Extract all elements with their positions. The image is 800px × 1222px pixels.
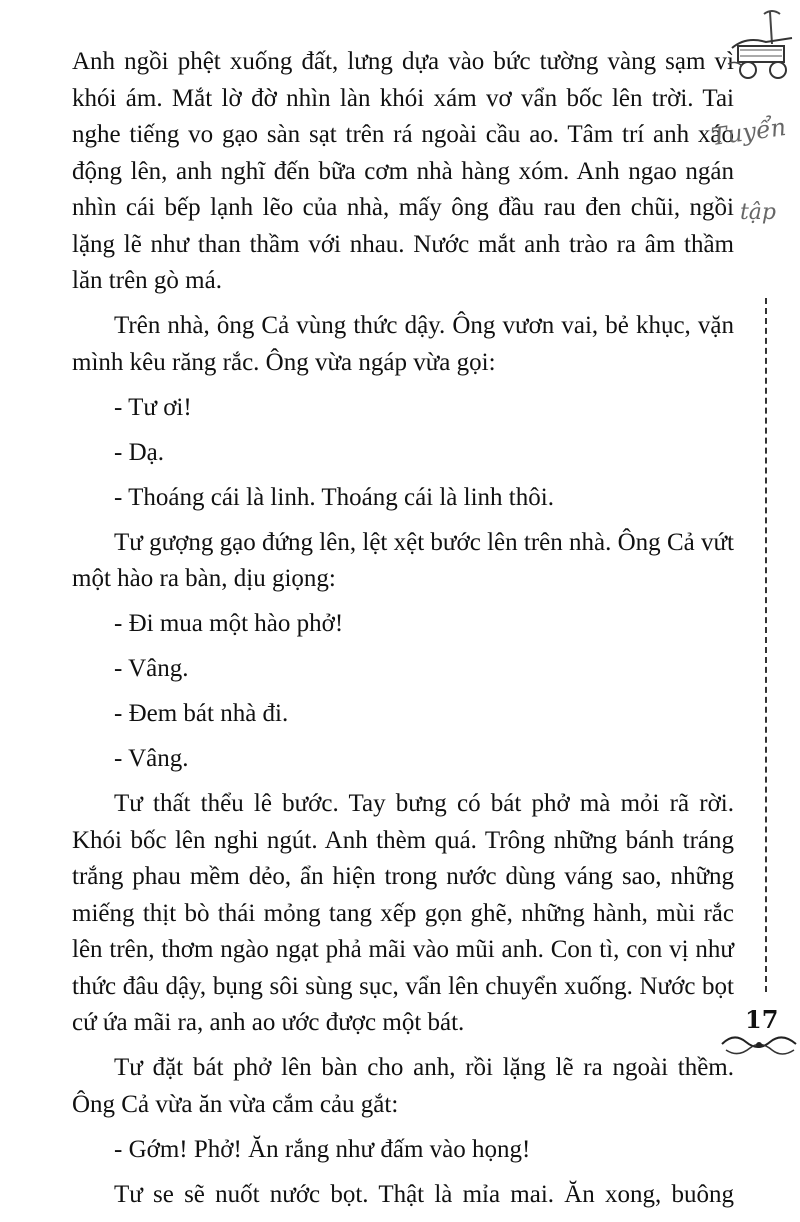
margin-script: tập bbox=[739, 200, 776, 225]
carriage-illustration-icon bbox=[726, 8, 796, 86]
dialogue-line: - Dạ. bbox=[114, 438, 164, 466]
dialogue-line: - Đem bát nhà đi. bbox=[114, 700, 289, 727]
margin-dashed-rule bbox=[765, 298, 767, 992]
dialogue-line: - Tư ơi! bbox=[114, 393, 192, 421]
dialogue-line: - Vâng. bbox=[114, 745, 189, 772]
paragraph: Anh ngồi phệt xuống đất, lưng dựa vào bức tường vàng sạm vì khói ám. Mắt lờ đờ nhìn làn khói xám vơ vẩn bốc lên trời. Tai nghe tiếng vo gạo sàn sạt trên rá ngoài cầu ao. Tâm trí anh xáo động lên, anh nghĩ đến bữa cơm nhà hàng xóm. Anh ngao ngán nhìn cái bếp lạnh lẽo của nhà, mấy ông đầu rau đen chũi, ngồi lặng lẽ như than thầm với nhau. Nước mắt anh trào ra âm thầm lăn trên gò má. bbox=[72, 48, 734, 294]
body-text bbox=[72, 44, 734, 1222]
paragraph: Tư đặt bát phở lên bàn cho anh, rồi lặng lẽ ra ngoài thềm. Ông Cả vừa ăn vừa cắm cảu gắt: bbox=[72, 1054, 734, 1118]
ornament-flourish-icon bbox=[720, 1030, 798, 1060]
paragraph: Tư thất thểu lê bước. Tay bưng có bát phở mà mỏi rã rời. Khói bốc lên nghi ngút. Anh thèm quá. Trông những bánh tráng trắng phau mềm dẻo, ẩn hiện trong nước dùng váng sao, những miếng thịt bò thái mỏng tang xếp gọn ghẽ, những hành, mùi rắc lên trên, thơm ngào ngạt phả mãi vào mũi anh. Con tì, con vị như thức đâu dậy, bụng sôi sùng sục, vẩn lên chuyển xuống. Nước bọt cứ ứa mãi ra, anh ao ước được một bát. bbox=[72, 790, 734, 1036]
dialogue-line: - Thoáng cái là linh. Thoáng cái là linh thôi. bbox=[114, 483, 554, 511]
dialogue-line: - Vâng. bbox=[114, 655, 189, 682]
paragraph: Tư se sẽ nuốt nước bọt. Thật là mỉa mai. Ăn xong, buông bbox=[114, 1180, 734, 1208]
paragraph: Trên nhà, ông Cả vùng thức dậy. Ông vươn vai, bẻ khục, vặn mình kêu răng rắc. Ông vừa ngáp vừa gọi: bbox=[72, 312, 734, 376]
page-number: 17 bbox=[745, 1005, 779, 1034]
paragraph: Tư gượng gạo đứng lên, lệt xệt bước lên trên nhà. Ông Cả vứt một hào ra bàn, dịu giọng: bbox=[72, 528, 734, 592]
dialogue-line: - Gớm! Phở! Ăn rắng như đấm vào họng! bbox=[114, 1135, 531, 1163]
margin-script: Tuyển bbox=[709, 112, 788, 152]
dialogue-line: - Đi mua một hào phở! bbox=[114, 610, 344, 637]
